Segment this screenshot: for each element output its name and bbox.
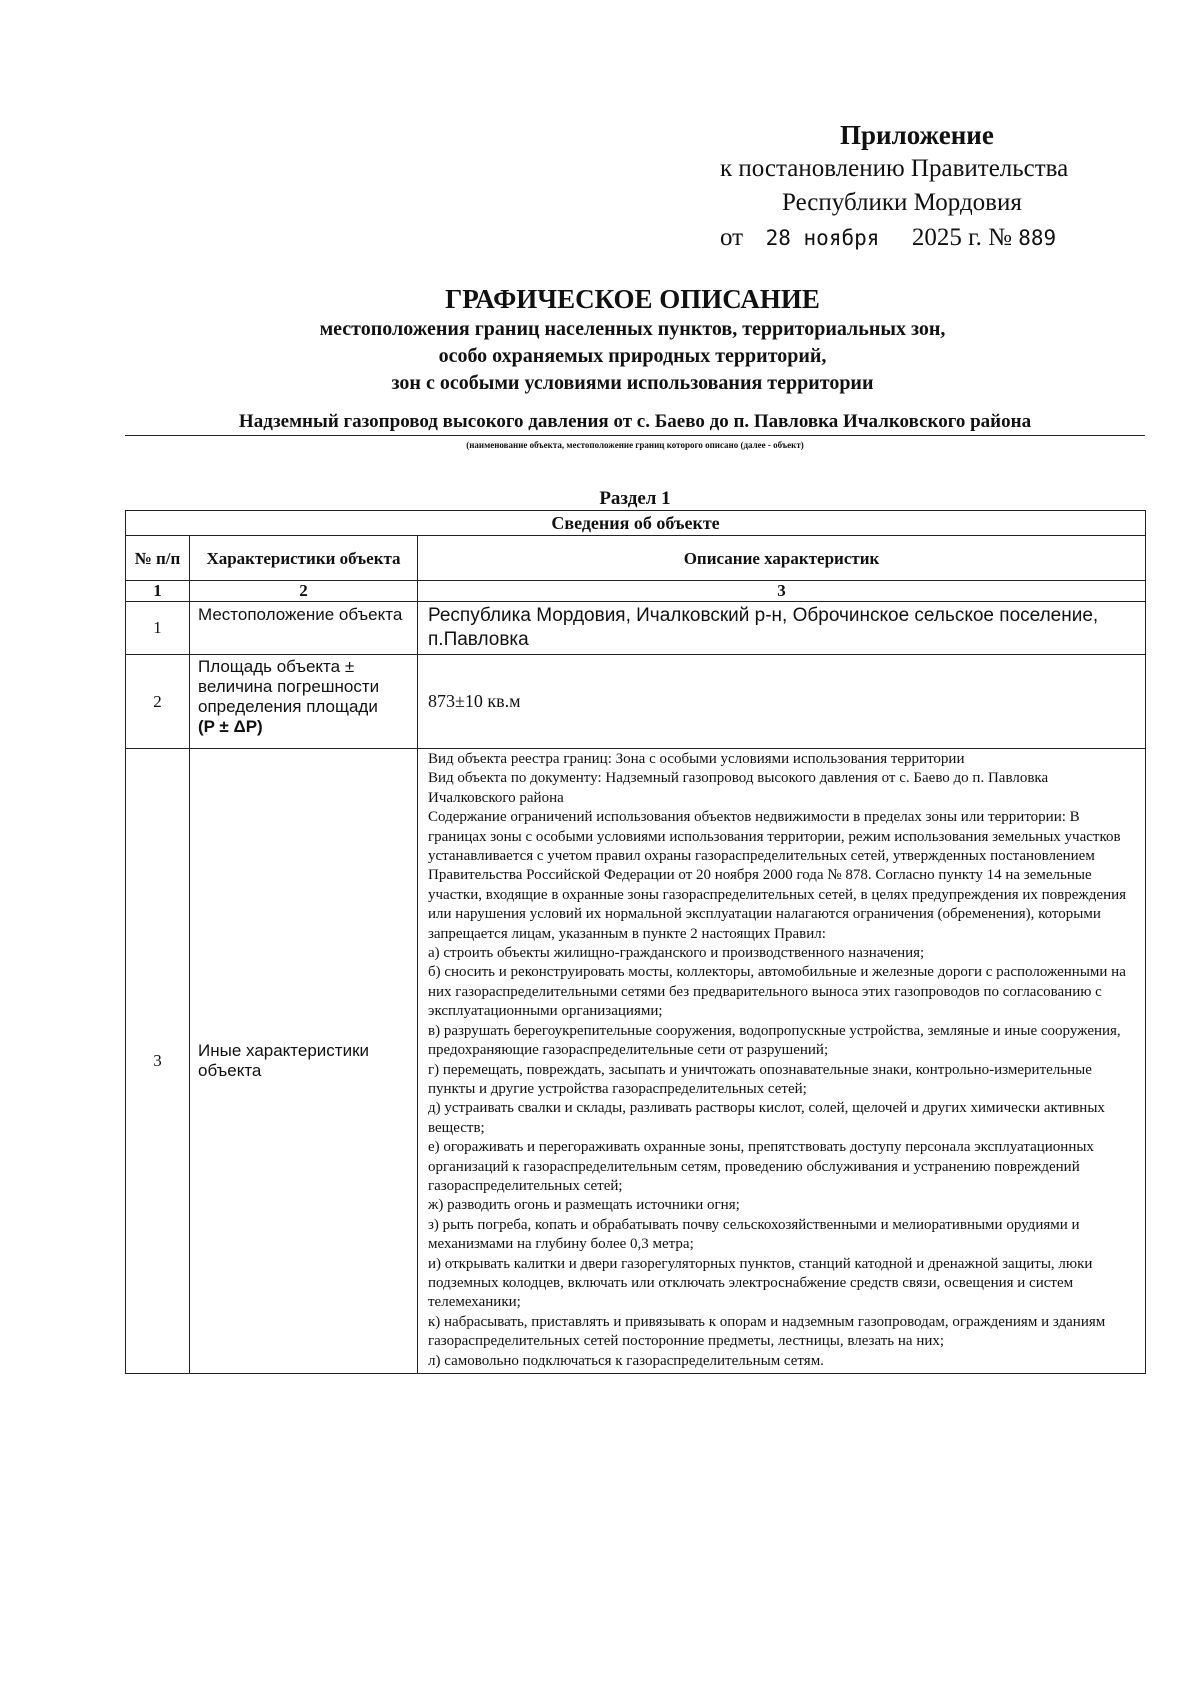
column-numbers-row: [126, 581, 1146, 602]
description-paragraph: а) строить объекты жилищно-гражданского и производственного назначения;: [428, 945, 925, 962]
appendix-date-line: [720, 220, 1140, 256]
document-subtitle-line-1: местоположения границ населенных пунктов, территориальных зон,: [319, 318, 946, 340]
document-subtitle-line-2: особо охраняемых природных территорий,: [438, 345, 827, 367]
area-formula: (P ± ΔP): [198, 717, 263, 736]
table-row: [126, 749, 1146, 1374]
description-paragraph: л) самовольно подключаться к газораспределительным сетям.: [428, 1352, 824, 1369]
column-number-2: 2: [190, 581, 418, 602]
section-title: Раздел 1: [599, 488, 671, 509]
column-number-3: 3: [418, 581, 1146, 602]
table-row: [126, 602, 1146, 655]
row-characteristic: Иные характеристики объекта: [190, 749, 418, 1374]
description-paragraph: Вид объекта реестра границ: Зона с особыми условиями использования территории: [428, 751, 965, 767]
header-characteristic: Характеристики объекта: [190, 536, 418, 581]
document-subtitle-line-3: зон с особыми условиями использования территории: [391, 372, 874, 394]
row-characteristic: Местоположение объекта: [190, 602, 418, 655]
date-number: 889: [1018, 226, 1057, 250]
header-number: № п/п: [126, 536, 190, 581]
description-paragraph: Содержание ограничений использования объектов недвижимости в пределах зоны или территории: В границах зоны с особыми условиями использования территории, режим использования земельных участков устанавливается с учетом правил охраны газораспределительных сетей, утвержденных постановлением Правительства Российской Федерации от 20 ноября 2000 года № 878. Согласно пункту 14 на земельные участки, входящие в охранные зоны газораспределительных сетей, в целях предупреждения их повреждения или нарушения условий их нормальной эксплуатации налагаются ограничения (обременения), которыми запрещается лицам, указанным в пункте 2 настоящих Правил:: [428, 809, 1127, 942]
object-info-table: [125, 510, 1146, 1374]
description-paragraph: в) разрушать берегоукрепительные сооружения, водопропускные устройства, земляные и иные сооружения, предохраняющие газораспределительные сети от разрушений;: [428, 1022, 1121, 1059]
row-index: 2: [126, 655, 190, 749]
row-index: 3: [126, 749, 190, 1374]
column-number-1: 1: [126, 581, 190, 602]
row-description: 873±10 кв.м: [418, 655, 1146, 749]
object-name-caption: (наименование объекта, местоположение границ которого описано (далее - объект): [466, 440, 804, 450]
row-index: 1: [126, 602, 190, 655]
row-description: Республика Мордовия, Ичалковский р-н, Оброчинское сельское поселение, п.Павловка: [418, 602, 1146, 655]
description-paragraph: ж) разводить огонь и размещать источники огня;: [428, 1197, 740, 1214]
date-year: 2025 г. №: [911, 224, 1012, 251]
row-description-long: [418, 749, 1146, 1374]
document-title-block: [0, 282, 1200, 397]
appendix-title: Приложение: [840, 120, 994, 150]
table-caption-row: [126, 511, 1146, 536]
description-paragraph: к) набрасывать, приставлять и привязывать к опорам и надземным газопроводам, ограждениям и зданиям газораспределительных сетей посторонние предметы, лестницы, влезать на них;: [428, 1313, 1106, 1350]
description-paragraph: д) устраивать свалки и склады, разливать растворы кислот, солей, щелочей и других химически активных веществ;: [428, 1100, 1105, 1136]
appendix-header: [700, 118, 1140, 256]
description-paragraph: Вид объекта по документу: Надземный газопровод высокого давления от с. Баево до п. Павловка Ичалковского района: [428, 770, 1049, 806]
description-paragraph: е) огораживать и перегораживать охранные зоны, препятствовать доступу персонала эксплуатационных организаций к газораспределительным сетям, проведению обслуживания и устранению повреждений газораспределительных сетей;: [428, 1139, 1094, 1194]
appendix-line-1: к постановлению Правительства: [720, 155, 1069, 182]
description-paragraph: и) открывать калитки и двери газорегуляторных пунктов, станций катодной и дренажной защиты, люки подземных колодцев, включать или отключать электроснабжение средств связи, освещения и систем телемеханики;: [428, 1255, 1093, 1311]
object-name: Надземный газопровод высокого давления от с. Баево до п. Павловка Ичалковского района: [125, 410, 1145, 436]
date-prefix: от: [720, 224, 744, 251]
header-description: Описание характеристик: [418, 536, 1146, 581]
date-day-month: 28 ноября: [765, 226, 880, 250]
appendix-line-2: Республики Мордовия: [782, 189, 1022, 216]
area-characteristic-text: Площадь объекта ± величина погрешности определения площади: [198, 657, 380, 716]
description-paragraph: б) сносить и реконструировать мосты, коллекторы, автомобильные и железные дороги с расположенными на них газораспределительными сетями без предварительного выноса этих газопроводов по согласованию с эксплуатационными организациями;: [428, 964, 1126, 1020]
description-paragraph: г) перемещать, повреждать, засыпать и уничтожать опознавательные знаки, контрольно-измерительные пункты и другие устройства газораспределительных сетей;: [428, 1061, 1092, 1097]
table-header-row: [126, 536, 1146, 581]
description-paragraph: з) рыть погреба, копать и обрабатывать почву сельскохозяйственными и мелиоративными орудиями и механизмами на глубину более 0,3 метра;: [428, 1216, 1080, 1253]
row-characteristic: [190, 655, 418, 749]
document-title: ГРАФИЧЕСКОЕ ОПИСАНИЕ: [445, 284, 820, 314]
table-caption: Сведения об объекте: [126, 511, 1146, 536]
table-row: [126, 655, 1146, 749]
